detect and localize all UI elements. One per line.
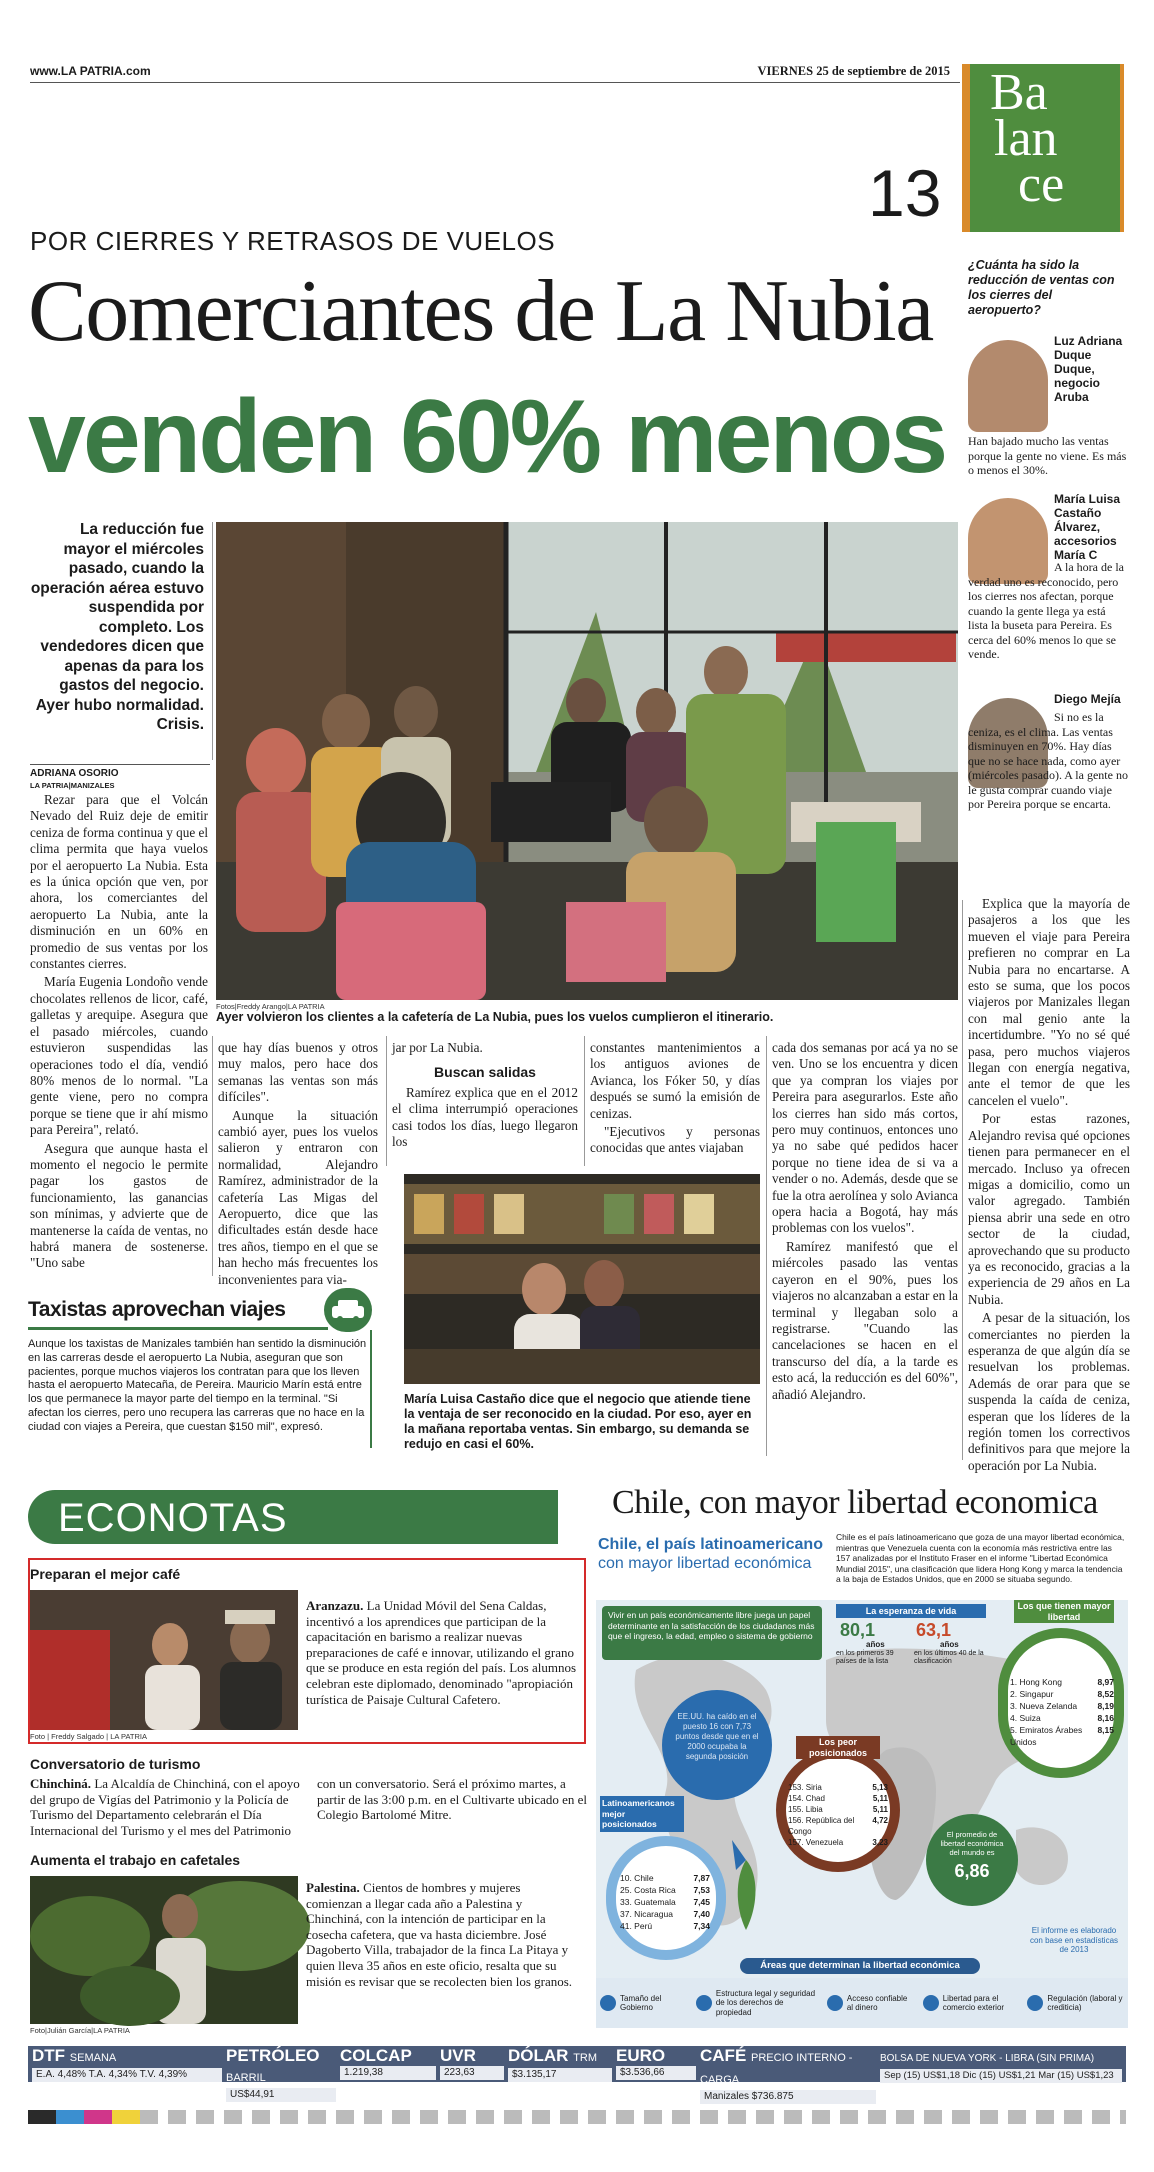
- life-top-value: 80,1: [840, 1620, 876, 1640]
- col6-p2: Por estas razones, Alejandro revisa qué opciones tienen para permanecer en el mercado. Incluso ya ofrecen migas a domicilio, como un valor agregado. También piensa abrir una sede en otro sector de la ciudad, aprovechando que su producto ya es reconocido, gracias a la experiencia de 29 años en La Nubia.: [968, 1111, 1130, 1307]
- life-bottom-desc: en los últimos 40 de la clasificación: [914, 1650, 984, 1665]
- poor-country-row: 153. Siria 5,13: [788, 1783, 888, 1792]
- econota-3-credit: Foto|Julián García|LA PATRIA: [30, 2026, 130, 2035]
- life-expectancy-label: La esperanza de vida: [836, 1604, 986, 1618]
- area-item: Libertad para el comercio exterior: [919, 1994, 1024, 2013]
- latam-list: [620, 1872, 710, 1932]
- article-headline: Comerciantes de La Nubia: [28, 263, 933, 360]
- life-top-unit: años: [866, 1640, 885, 1649]
- section-tab: [962, 64, 1124, 232]
- voice-2-quote: A la hora de la verdad uno es reconocido, pero los cierres nos afectan, porque cuando la gente llega ya está lista la buseta para Pereira. Es cerca del 60% menos lo que se vende.: [968, 560, 1124, 661]
- world-average-value: 6,86: [954, 1861, 990, 1881]
- infographic-subtitle-2: con mayor libertad económica: [598, 1555, 812, 1572]
- area-item: Tamaño del Gobierno: [596, 1994, 692, 2013]
- voice-2-name: María Luisa Castaño Álvarez, accesorios María C: [1054, 492, 1121, 562]
- latam-row: 41. Perú 7,34: [620, 1921, 710, 1931]
- page-number: 13: [868, 156, 942, 230]
- photo-maria-luisa: [404, 1174, 760, 1384]
- taxi-box-text: Aunque los taxistas de Manizales también han sentido la disminución en las carreras desde el aeropuerto La Nubia, aseguran que son pacientes, porque muchos viajeros los contratan para que los lleven hasta el aeropuerto Matecaña, de Pereira. Mauricio Marín está entre los que permanece la mayor parte del tiempo en la terminal. "Si afectan los cierres, pero uno recupera las carreras que no hace en la ciudad con viajes a Pereira, que cuestan $150 mil", expresó.: [28, 1338, 367, 1433]
- col3-p1: jar por La Nubia.: [392, 1040, 483, 1055]
- living-text: Vivir en un país económicamente libre juega un papel determinante en la satisfacción de los ciudadanos más que el ingreso, la edad, empleo o sistema de gobierno: [602, 1606, 822, 1660]
- infographic-intro: Chile es el país latinoamericano que goza de una mayor libertad económica, mientras que Venezuela cuenta con la economía más restrictiva entre las 157 analizadas por el Instituto Fraser en el informe "Libertad Económica Mundial 2015", una clasificación que lidera Hong Kong y marca la tendencia a la baja de Estados Unidos, que en 2000 se situaba segundo.: [836, 1532, 1125, 1584]
- col4-p2: "Ejecutivos y personas conocidas que antes viajaban: [590, 1124, 760, 1156]
- col4-p1: constantes mantenimientos a los antiguos aviones de Avianca, los Fóker 50, y días después se sumó la emisión de cenizas.: [590, 1040, 760, 1121]
- issue-date: VIERNES 25 de septiembre de 2015: [757, 64, 950, 78]
- money-icon: [827, 1995, 843, 2011]
- econota-1-credit: Foto | Freddy Salgado | LA PATRIA: [30, 1732, 148, 1741]
- section-tab-line1: Ba: [990, 64, 1048, 121]
- latam-row: 25. Costa Rica 7,53: [620, 1885, 710, 1895]
- voice-3-name: Diego Mejía: [1054, 692, 1121, 706]
- world-average-text: El promedio de libertad económica del mundo es: [940, 1830, 1004, 1857]
- col1-p3: Asegura que aunque hasta el momento el negocio le permite pagar los gastos de funcionamiento, las ganancias son mínimas, y advierte que de mantenerse la caída de ventas, no habrá manera de sostenerse. "Uno sabe: [30, 1140, 208, 1271]
- econota-1-place: Aranzazu.: [306, 1598, 364, 1613]
- col2-p2: Aunque la situación cambió ayer, pues los vuelos salieron y entraron con normalidad, Alejandro Ramírez, administrador de la cafetería Las Migas del Aeropuerto, dice que las dificultades están desde hace tres años, tiempo en el que se han hecho más frecuentes los inconvenientes para via-: [218, 1107, 378, 1287]
- latam-row: 33. Guatemala 7,45: [620, 1897, 710, 1907]
- infographic-subtitle-1: Chile, el país latinoamericano: [598, 1536, 823, 1553]
- ticker-euro: EURO $3.536,66: [616, 2046, 696, 2082]
- top-country-row: 1. Hong Kong 8,97: [1010, 1677, 1114, 1687]
- regulation-icon: [1027, 1995, 1043, 2011]
- taxi-box-title: Taxistas aprovechan viajes: [28, 1298, 286, 1321]
- sidebar-voice-3: [968, 690, 1128, 880]
- areas-label: Áreas que determinan la libertad económica: [740, 1958, 980, 1974]
- col1-p2: María Eugenia Londoño vende chocolates rellenos de licor, café, galletas y arequipe. Asegura que el pasado miércoles, cuando estuvieron suspendidas las operaciones todo el día, vendió 80% menos de lo normal. "La gente viene, pero no compra porque se tiene que ir ahí mismo para Pereira", relató.: [30, 974, 208, 1138]
- econota-2-place: Chinchiná.: [30, 1776, 92, 1791]
- section-tab-line2: lan: [994, 110, 1058, 167]
- body-column-4: [590, 1040, 760, 1170]
- econota-3-text: [306, 1880, 580, 2020]
- latam-row: 10. Chile 7,87: [620, 1873, 710, 1883]
- ticker-petroleo: PETRÓLEO BARRIL US$44,91: [226, 2046, 336, 2082]
- life-top-desc: en los primeros 39 países de la lista: [836, 1650, 894, 1665]
- photo2-caption: María Luisa Castaño dice que el negocio que atiende tiene la ventaja de ser reconocido en la ciudad. Por eso, ayer en la mañana reportaba ventas. Sin embargo, su demanda se redujo en casi el 60%.: [404, 1392, 752, 1451]
- col2-p1: que hay días buenos y otros muy malos, pero hace dos semanas las ventas son más difíciles".: [218, 1040, 378, 1105]
- byline-name: ADRIANA OSORIO: [30, 768, 119, 779]
- life-bottom-unit: años: [940, 1640, 959, 1649]
- sidebar-question: ¿Cuánta ha sido la reducción de ventas con los cierres del aeropuerto?: [968, 258, 1115, 317]
- areas-row: [596, 1978, 1128, 2028]
- legal-icon: [696, 1995, 712, 2011]
- sidebar-voice-1: [968, 330, 1128, 480]
- col3-p2: Ramírez explica que en el 2012 el clima interrumpió operaciones casi todos los días, luego llegaron los: [392, 1084, 578, 1150]
- col5-p2: Ramírez manifestó que el miércoles pasado las ventas cayeron en el 90%, pues los viajeros no alcanzaban a estar en la terminal y llegaban solo a registrarse. "Cuando las cancelaciones se hacen en el transcurso del día, a la tarde es esto acá, la reducción es del 60%", añadió Alejandro.: [772, 1238, 958, 1402]
- life-bottom-value: 63,1: [916, 1620, 952, 1640]
- top-country-row: 2. Singapur 8,52: [1010, 1689, 1114, 1699]
- voice-1-photo: [968, 340, 1048, 432]
- subhead-buscan-salidas: Buscan salidas: [434, 1064, 536, 1081]
- sidebar-voice-2: [968, 490, 1128, 680]
- infographic-title: Chile, con mayor libertad economica: [612, 1484, 1098, 1521]
- article-lead: La reducción fue mayor el miércoles pasado, cuando la operación aérea estuvo suspendida por completo. Los vendedores dicen que apenas da para los gastos del negocio. Ayer hubo normalidad. Crisis.: [30, 521, 204, 733]
- econota-3-place: Palestina.: [306, 1880, 360, 1895]
- top-country-row: 3. Nueva Zelanda 8,19: [1010, 1701, 1114, 1711]
- body-column-3: [392, 1040, 578, 1170]
- col1-p1: Rezar para que el Volcán Nevado del Ruiz deje de emitir ceniza de forma continua y que el clima permita que haya vuelos por el aeropuerto La Nubia. Esta es la única opción que ven, por ahora, los comerciantes del aeropuerto La Nubia, ante la disminución en un 60% en promedio de sus ventas por los constantes cierres.: [30, 792, 208, 972]
- taxi-box: [28, 1290, 372, 1450]
- article-kicker: POR CIERRES Y RETRASOS DE VUELOS: [30, 226, 556, 256]
- section-tab-line3: ce: [1018, 156, 1065, 213]
- voice-1-name: Luz Adriana Duque Duque, negocio Aruba: [1054, 334, 1123, 404]
- life-expectancy-values: [836, 1620, 986, 1664]
- top-country-row: 4. Suiza 8,16: [1010, 1713, 1114, 1723]
- ticker-nueva-york: BOLSA DE NUEVA YORK - LIBRA (SIN PRIMA) Sep (15) US$1,18 Dic (15) US$1,21 Mar (15) US$1,23: [880, 2046, 1122, 2082]
- infographic-map: [596, 1600, 1128, 1980]
- ticker-cafe: CAFÉ PRECIO INTERNO - CARGA Manizales $736.875: [700, 2046, 876, 2082]
- econota-2-title: Conversatorio de turismo: [30, 1756, 201, 1772]
- econota-1-photo: [30, 1590, 298, 1730]
- trade-icon: [923, 1995, 939, 2011]
- poor-country-row: 156. República del Congo 4,72: [788, 1816, 888, 1836]
- top-countries-label: Los que tienen mayor libertad: [1014, 1600, 1114, 1623]
- main-photo: [216, 522, 958, 1000]
- masthead-rule: [30, 82, 960, 83]
- area-item: Estructura legal y seguridad de los derechos de propiedad: [692, 1989, 823, 2018]
- area-item: Acceso confiable al dinero: [823, 1994, 919, 2013]
- top-country-row: 5. Emiratos Árabes Unidos 8,15: [1010, 1725, 1114, 1747]
- col5-p1: cada dos semanas por acá ya no se ven. Uno se los encuentra y dicen que ya compran los viajes por Pereira para asegurarlos. Este año los cierres han sido más cortos, pero muy continuos, entonces uno ya no sabe qué pedidos hacer porque no tiene idea de si va a vender o no. Además, desde que se fue la otra aerolínea y solo Avianca opera hacia a Bogotá, hay más problemas con los vuelos".: [772, 1040, 958, 1236]
- econota-2-body: La Alcaldía de Chinchiná, con el apoyo del grupo de Vigías del Patrimonio y la Policía de Turismo del Departamento celebrarán el Día Internacional del Turismo y el mes del Patrimonio con un conversatorio. Será el próximo martes, a partir de las 3:00 p.m. en el Cultivarte ubicado en el Colegio Bartolomé Mitre.: [30, 1776, 588, 1838]
- ticker-colcap: COLCAP 1.219,38: [340, 2046, 436, 2082]
- government-icon: [600, 1995, 616, 2011]
- econota-1-text: [306, 1598, 580, 1728]
- latam-label: Latinoamericanos mejor posicionados: [600, 1796, 684, 1832]
- econota-3-photo: [30, 1876, 298, 2024]
- market-ticker: [28, 2046, 1126, 2102]
- top-countries-list: [1010, 1676, 1114, 1748]
- econota-1-body: La Unidad Móvil del Sena Caldas, incentivó a los aprendices que participan de la capacitación en barismo a realizar nuevas preparaciones de café e innovar, utilizando el grano que se produce en esta región del país. Los alumnos celebran este diplomado, denominado "apropiación turística de Paisaje Cultural Cafetero.: [306, 1598, 577, 1707]
- body-column-6: [968, 896, 1130, 1473]
- latam-row: 37. Nicaragua 7,40: [620, 1909, 710, 1919]
- col6-p3: A pesar de la situación, los comerciantes no pierden la esperanza de que algún día se resuelvan los problemas. Además de orar para que se suspenda la caída de ceniza, esperan que los líderes de la región tomen los correctivos definitivos para que mejore la operación por La Nubia.: [968, 1310, 1130, 1473]
- voice-1-quote: Han bajado mucho las ventas porque la gente no viene. Es más o menos el 30%.: [968, 434, 1127, 477]
- usa-bubble: EE.UU. ha caído en el puesto 16 con 7,73 puntos desde que en el 2000 ocupaba la segunda posición: [662, 1690, 772, 1800]
- econotas-title: ECONOTAS: [58, 1496, 288, 1540]
- photo1-credit: Fotos|Freddy Arango|LA PATRIA: [216, 1002, 325, 1011]
- col6-p1: Explica que la mayoría de pasajeros a los que les mueven el viaje para Pereira prefieren no comprar en La Nubia para no encartarse. A esto se suma, que los pocos viajeros por Manizales llegan con mal genio ante la incertidumbre. "Yo no sé qué pasa, pero muchos viajeros llegan con energía negativa, ante el temor de que les cancelen el vuelo".: [968, 896, 1130, 1108]
- ticker-uvr: UVR 223,63: [440, 2046, 504, 2082]
- econota-2-text: [30, 1776, 588, 1846]
- taxi-icon: [324, 1288, 372, 1332]
- body-column-2: [218, 1040, 378, 1287]
- article-headline-secondary: venden 60% menos: [28, 379, 946, 495]
- world-average-bubble: [926, 1814, 1018, 1906]
- ticker-dtf: DTF SEMANA E.A. 4,48% T.A. 4,34% T.V. 4,39%: [32, 2046, 222, 2082]
- voice-3-quote: Si no es la ceniza, es el clima. Las ventas disminuyen en 70%. Hay días que no se hace nada, como ayer (miércoles pasado). A la gente no le gusta comprar cuando viaje por Pereira porque se encarta.: [968, 710, 1128, 811]
- area-item: Regulación (laboral y crediticia): [1023, 1994, 1128, 2013]
- econota-3-title: Aumenta el trabajo en cafetales: [30, 1852, 241, 1868]
- report-note: El informe es elaborado con base en estadísticas de 2013: [1029, 1926, 1119, 1954]
- ticker-dolar: DÓLAR TRM $3.135,17: [508, 2046, 612, 2082]
- econotas-banner: [28, 1490, 558, 1544]
- photo1-caption: Ayer volvieron los clientes a la cafetería de La Nubia, pues los vuelos cumplieron el itinerario.: [216, 1010, 774, 1024]
- body-column-5: [772, 1040, 958, 1456]
- poor-country-row: 157. Venezuela 3,23: [788, 1838, 888, 1847]
- poor-country-row: 154. Chad 5,11: [788, 1794, 888, 1803]
- poor-country-row: 155. Libia 5,11: [788, 1805, 888, 1814]
- poor-countries-label: Los peor posicionados: [796, 1736, 880, 1759]
- poor-countries-list: [788, 1782, 888, 1848]
- econota-3-body: Cientos de hombres y mujeres comienzan a llegar cada año a Palestina y Chinchiná, con la intención de participar en la cosecha cafetera, que va hasta diciembre. José Dagoberto Villa, trabajador de la finca La Pitaya y quien lleva 35 años en este oficio, resalta que su misión es revisar que se recolecten bien los granos.: [306, 1880, 573, 1989]
- color-registration-bar: [28, 2110, 1126, 2124]
- byline-org: LA PATRIA|MANIZALES: [30, 781, 115, 790]
- body-column-1: [30, 792, 208, 1282]
- site-url[interactable]: www.LA PATRIA.com: [30, 64, 151, 78]
- econota-1-title: Preparan el mejor café: [30, 1566, 181, 1582]
